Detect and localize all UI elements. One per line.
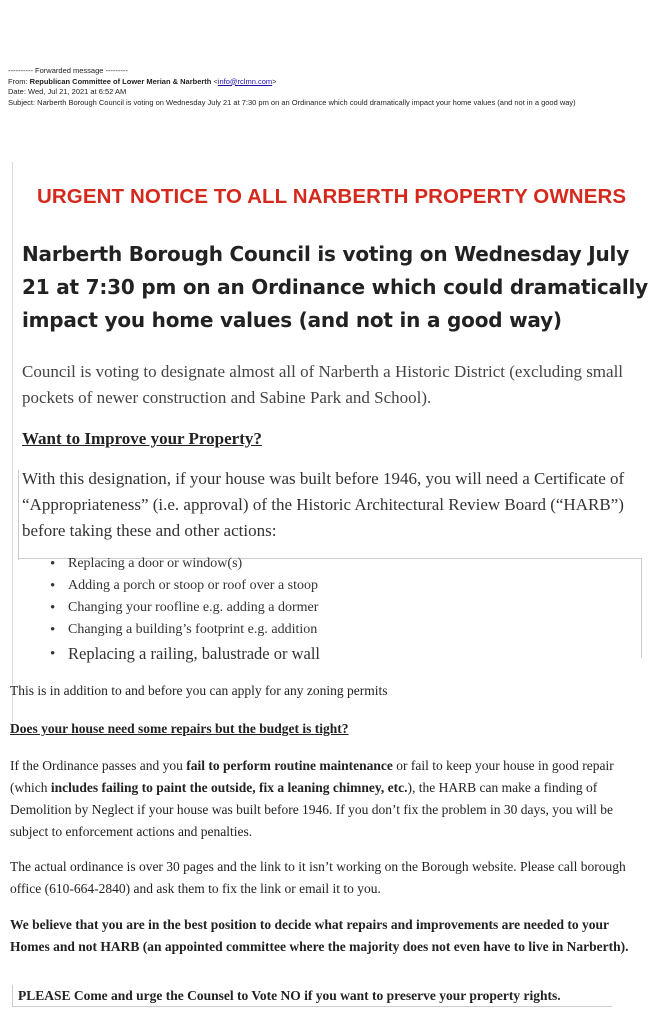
repairs-text-3: ), the HARB can make a finding of Demolition by Neglect if your house was built before 1946. If you don’t fix the problem in 30 days, you will be subject to enforcement actions and penalties.	[10, 780, 614, 839]
box-left-border	[12, 985, 13, 1007]
section-heading-improve: Want to Improve your Property?	[22, 429, 262, 448]
section-heading-repairs: Does your house need some repairs but the budget is tight?	[10, 721, 349, 736]
list-item: • Adding a porch or stoop or roof over a stoop	[48, 575, 320, 597]
sender-email-link[interactable]: info@rclmn.com	[217, 76, 273, 86]
from-label: From:	[8, 76, 30, 86]
from-line	[8, 77, 648, 88]
list-item: • Changing a building’s footprint e.g. addition	[48, 619, 320, 641]
date-line: Date: Wed, Jul 21, 2021 at 6:52 AM	[8, 87, 127, 96]
ordinance-note: The actual ordinance is over 30 pages and the link to it isn’t working on the Borough website. Please call borough office (610-664-2840) and ask them to fix the link or email it to you.	[10, 859, 626, 896]
sender-name: Republican Committee of Lower Merian & Narberth	[29, 76, 212, 86]
repairs-bold-1: fail to perform routine maintenance	[186, 758, 393, 773]
list-item: • Replacing a railing, balustrade or wall	[48, 641, 320, 667]
intro-paragraph: Council is voting to designate almost all of Narberth a Historic District (excluding small pockets of newer construction and Sabine Park and School).	[22, 362, 624, 407]
repairs-bold-2: includes failing to paint the outside, fix a leaning chimney, etc.	[50, 780, 408, 795]
urgent-title: URGENT NOTICE TO ALL NARBERTH PROPERTY OWNERS	[37, 185, 627, 208]
email-close: >	[272, 76, 277, 86]
divider-left	[18, 470, 19, 560]
forwarded-line: ---------- Forwarded message ---------	[8, 66, 128, 75]
list-item: • Changing your roofline e.g. adding a dormer	[48, 597, 320, 619]
headline: Narberth Borough Council is voting on Wednesday July 21 at 7:30 pm on an Ordinance which could dramatically impact you home values (and not in a good way)	[22, 242, 648, 332]
belief-statement: We believe that you are in the best position to decide what repairs and improvements are needed to your Homes and not HARB (an appointed committee where the majority does not even have to live in Narberth).	[10, 917, 629, 954]
repairs-text-2: or fail to keep your house in good repair (which	[10, 758, 614, 795]
call-to-action: PLEASE Come and urge the Counsel to Vote NO if you want to preserve your property rights.	[18, 988, 561, 1003]
divider-right	[641, 558, 642, 658]
required-actions-list	[48, 553, 320, 667]
subject-line: Subject: Narberth Borough Council is voting on Wednesday July 21 at 7:30 pm on an Ordinance which could dramatically impact your home values (and not in a good way)	[8, 97, 576, 107]
email-header	[8, 66, 648, 108]
email-open: <	[211, 76, 218, 86]
list-item: • Replacing a door or window(s)	[48, 553, 320, 575]
content-frame-border	[12, 162, 13, 722]
repairs-paragraph	[10, 755, 642, 843]
designation-paragraph: With this designation, if your house was built before 1946, you will need a Certificate of “Appropriateness” (i.e. approval) of the Historic Architectural Review Board (“HARB”) before taking these and other actions:	[22, 469, 625, 540]
box-bottom-border	[12, 1006, 612, 1007]
repairs-text-1: If the Ordinance passes and you	[10, 758, 187, 773]
zoning-note: This is in addition to and before you can apply for any zoning permits	[10, 683, 388, 698]
